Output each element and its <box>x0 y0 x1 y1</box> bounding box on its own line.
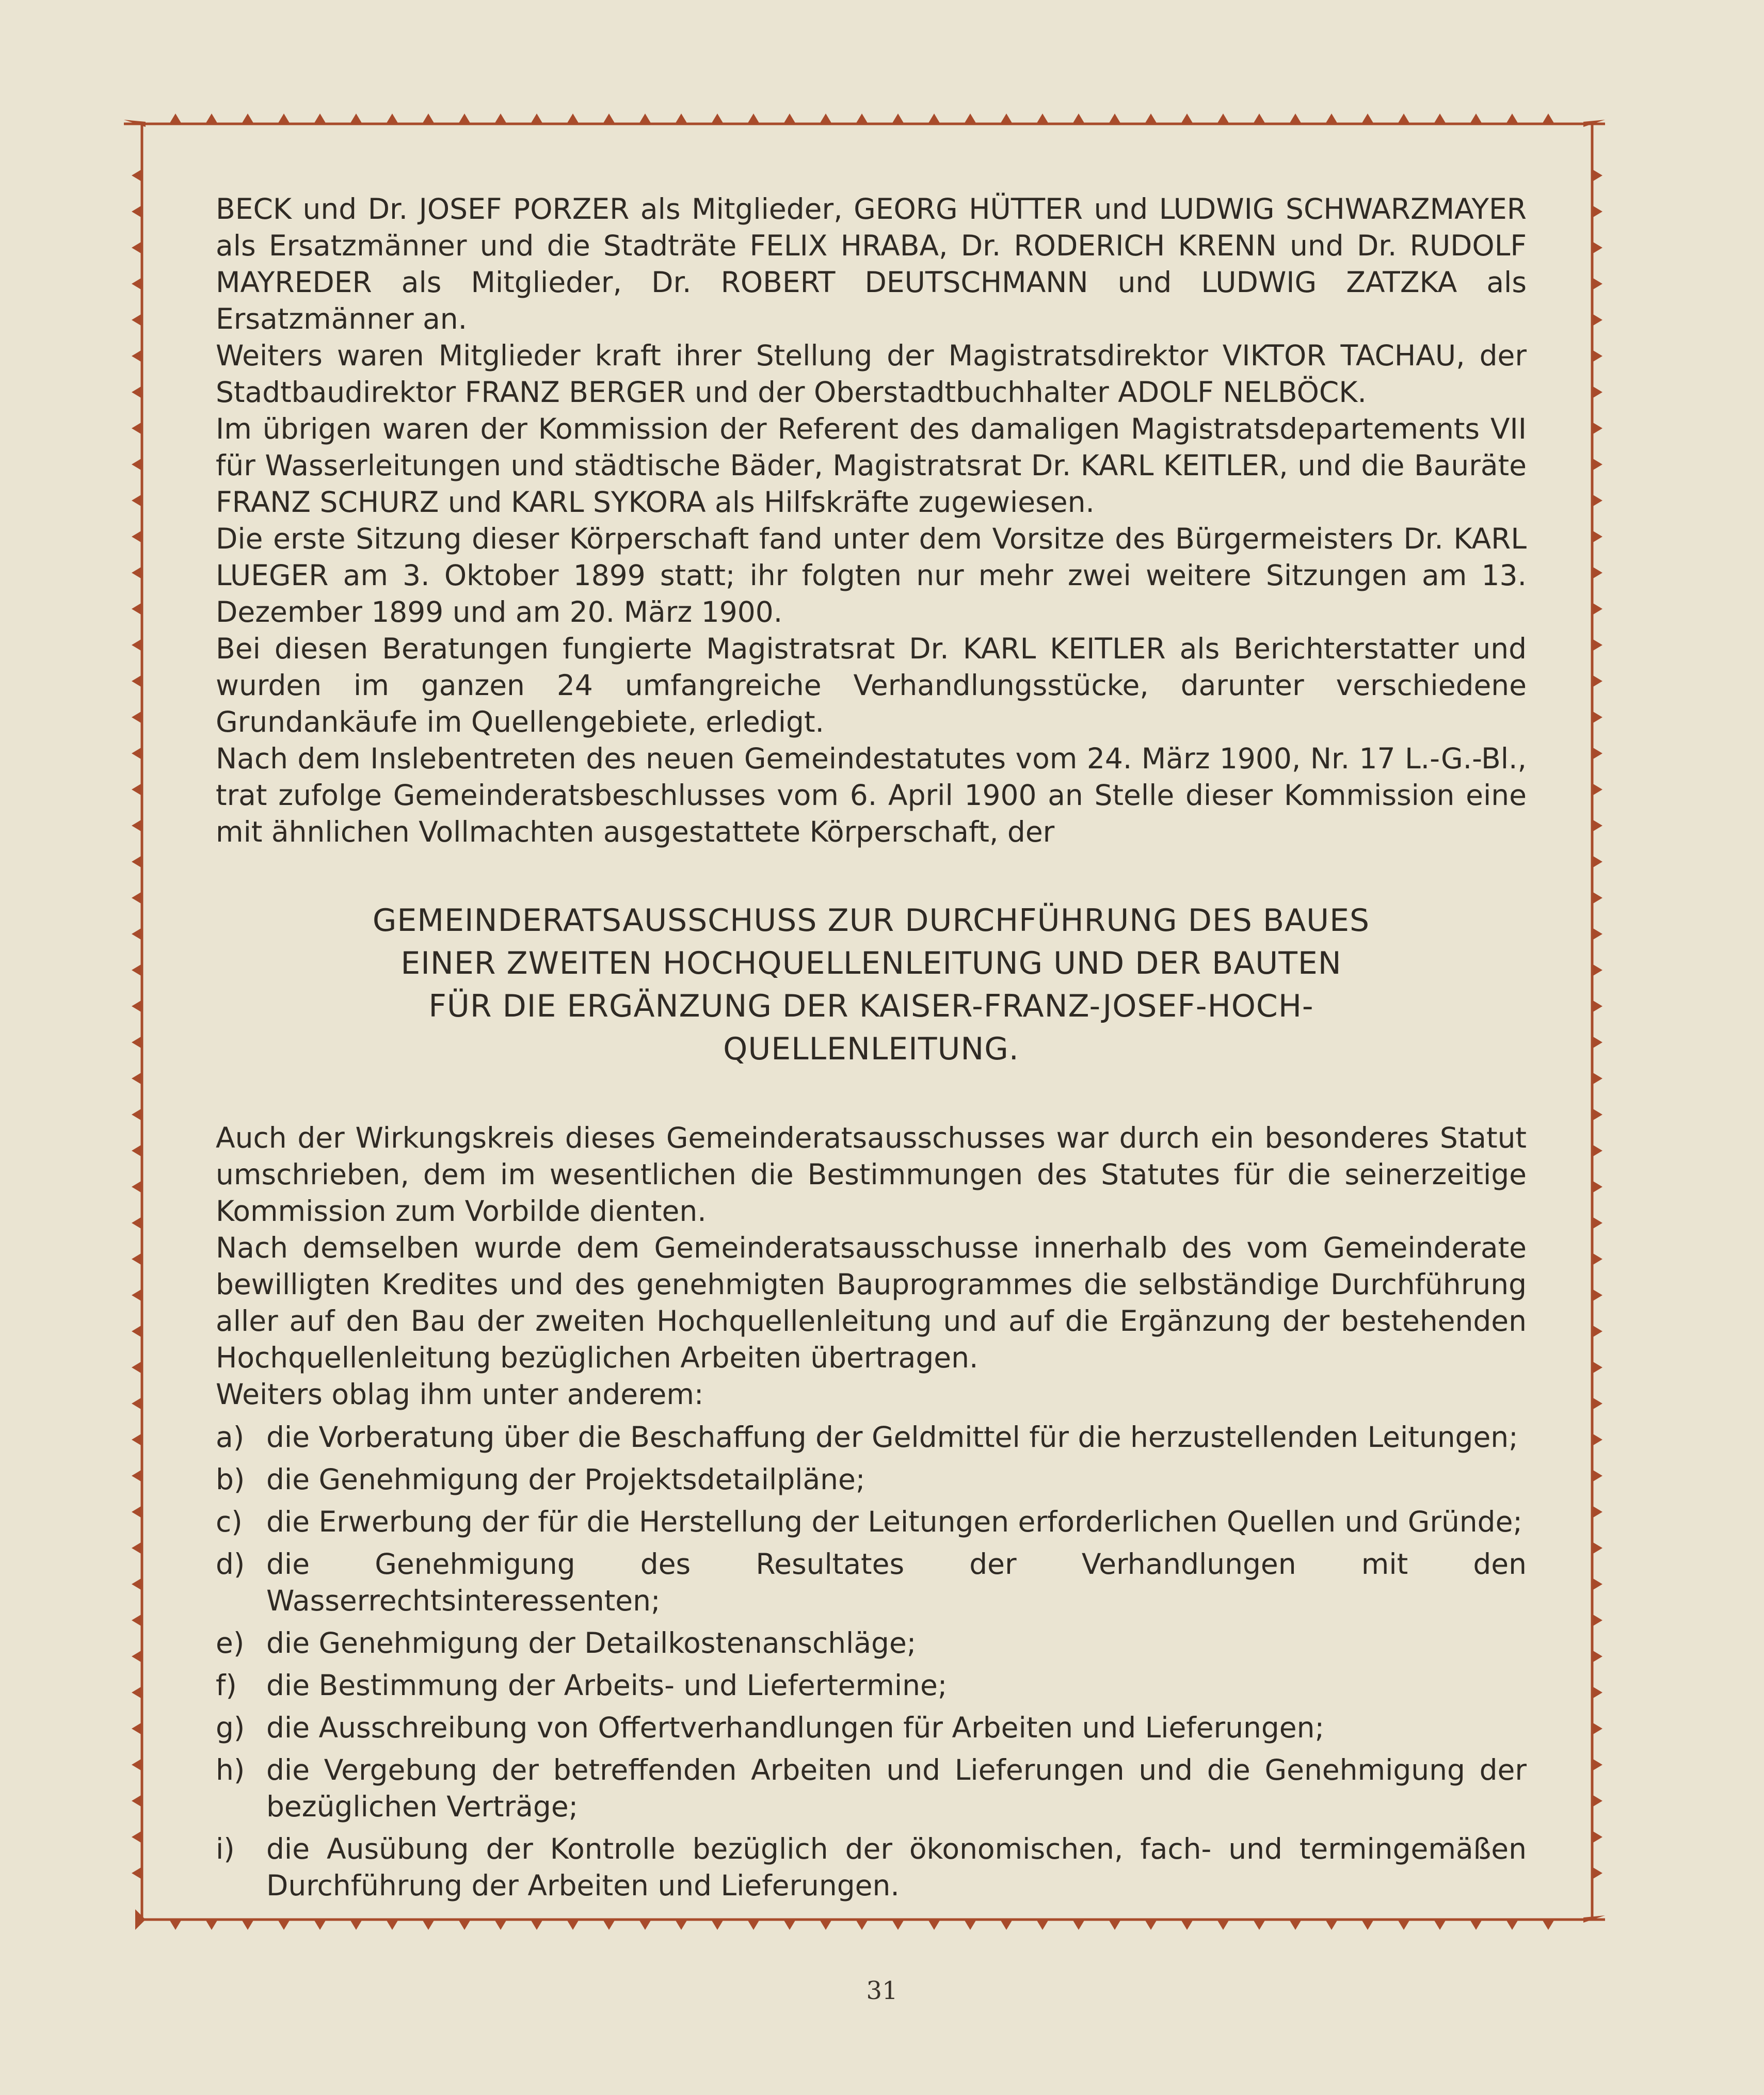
border-ornament <box>132 1506 142 1518</box>
list-item-text: die Vorberatung über die Beschaffung der Geldmittel für die herzustellenden Leitungen; <box>266 1421 1518 1454</box>
paragraph: Im übrigen waren der Kommission der Referent des damaligen Magistratsdepartements VII für Wasserleitungen und städtische Bäder, Magistratsrat Dr. KARL KEITLER, und die Bauräte FRANZ SCHURZ und KARL SYKORA als Hilfskräfte zugewiesen. <box>216 412 1527 519</box>
border-ornament <box>783 114 796 124</box>
border-ornament <box>169 1920 182 1930</box>
border-ornament <box>1592 1361 1602 1374</box>
border-ornament <box>132 205 142 218</box>
border-ornament <box>132 422 142 434</box>
border-ornament <box>1592 783 1602 796</box>
border-ornament <box>1506 114 1518 124</box>
border-ornament <box>132 639 142 651</box>
paragraph: Die erste Sitzung dieser Körperschaft fand unter dem Vorsitze des Bürgermeisters Dr. KARL LUEGER am 3. Oktober 1899 statt; ihr folgten nur mehr zwei weitere Sitzungen am 13. Dezember 1899 und am 20. März 1900. <box>216 522 1527 628</box>
border-ornament <box>892 114 904 124</box>
border-ornament <box>132 241 142 254</box>
border-ornament <box>1253 114 1265 124</box>
border-ornament <box>1109 1920 1121 1930</box>
border-ornament <box>422 114 435 124</box>
border-ornament <box>132 1831 142 1843</box>
border-ornament <box>132 747 142 760</box>
border-ornament <box>278 1920 290 1930</box>
border-ornament <box>169 114 182 124</box>
border-ornament <box>132 1036 142 1049</box>
border-ornament <box>567 114 579 124</box>
border-ornament <box>1592 458 1602 471</box>
border-ornament <box>1325 1920 1338 1930</box>
border-ornament <box>132 1433 142 1446</box>
border-ornament <box>1592 747 1602 760</box>
border-ornament <box>1434 114 1446 124</box>
border-ornament <box>1592 964 1602 976</box>
list-item-text: die Ausschreibung von Offertverhandlungen für Arbeiten und Lieferungen; <box>266 1711 1325 1744</box>
border-ornament <box>1592 278 1602 290</box>
border-ornament <box>386 114 398 124</box>
border-ornament <box>132 603 142 615</box>
border-ornament <box>132 964 142 976</box>
paragraph: Weiters waren Mitglieder kraft ihrer Stellung der Magistratsdirektor VIKTOR TACHAU, der Stadtbaudirektor FRANZ BERGER und der Oberstadtbuchhalter ADOLF NELBÖCK. <box>216 339 1527 409</box>
border-ornament <box>314 1920 326 1930</box>
border-ornament <box>1592 1108 1602 1121</box>
border-ornament <box>132 567 142 579</box>
border-ornament <box>1000 114 1013 124</box>
list-item <box>216 1831 1527 1904</box>
paragraph: Bei diesen Beratungen fungierte Magistratsrat Dr. KARL KEITLER als Berichterstatter und wurden im ganzen 24 umfangreiche Verhandlungsstücke, darunter verschiedene Grundankäufe im Quellengebiete, erledigt. <box>216 632 1527 738</box>
border-ornament <box>1542 114 1554 124</box>
border-ornament <box>205 1920 218 1930</box>
border-ornament <box>458 114 471 124</box>
duties-list <box>216 1419 1527 1904</box>
border-ornament <box>1361 1920 1374 1930</box>
border-ornament <box>1217 114 1229 124</box>
border-ornament <box>675 1920 687 1930</box>
border-ornament <box>783 1920 796 1930</box>
border-ornament <box>135 1909 146 1930</box>
border-ornament <box>458 1920 471 1930</box>
border-ornament <box>132 1614 142 1626</box>
border-ornament <box>1470 1920 1482 1930</box>
border-ornament <box>639 114 651 124</box>
border-ornament <box>1592 1614 1602 1626</box>
border-ornament <box>1145 1920 1157 1930</box>
border-ornament <box>132 1722 142 1735</box>
border-ornament <box>1592 639 1602 651</box>
border-ornament <box>1592 1831 1602 1843</box>
list-item-label: g) <box>216 1711 245 1744</box>
border-ornament <box>1592 1542 1602 1554</box>
border-ornament <box>928 1920 940 1930</box>
border-ornament <box>531 114 543 124</box>
border-ornament <box>1592 567 1602 579</box>
border-ornament <box>711 114 724 124</box>
border-ornament <box>1592 1325 1602 1337</box>
border-ornament <box>1109 114 1121 124</box>
border-ornament <box>1592 1217 1602 1229</box>
border-ornament <box>1592 1470 1602 1482</box>
heading-line: FÜR DIE ERGÄNZUNG DER KAISER-FRANZ-JOSEF-HOCH- <box>428 988 1314 1024</box>
border-ornament <box>314 114 326 124</box>
page-number: 31 <box>866 1976 898 2005</box>
border-ornament <box>1542 1920 1554 1930</box>
border-ornament <box>1592 1289 1602 1301</box>
border-ornament <box>132 1181 142 1193</box>
border-ornament <box>1592 819 1602 832</box>
border-ornament <box>132 1108 142 1121</box>
border-ornament <box>820 1920 832 1930</box>
border-ornament <box>422 1920 435 1930</box>
border-ornament <box>132 530 142 543</box>
heading-line: QUELLENLEITUNG. <box>723 1031 1019 1067</box>
border-ornament <box>1592 1253 1602 1265</box>
border-ornament <box>1181 114 1193 124</box>
border-ornament <box>132 1145 142 1157</box>
border-ornament <box>132 1542 142 1554</box>
list-item-text: die Genehmigung der Detailkostenanschläge; <box>266 1626 917 1659</box>
border-ornament <box>132 783 142 796</box>
list-item <box>216 1546 1527 1619</box>
border-ornament <box>1592 1795 1602 1807</box>
border-ornament <box>278 114 290 124</box>
border-ornament <box>1592 1000 1602 1012</box>
border-ornament <box>242 114 254 124</box>
border-ornament <box>856 114 868 124</box>
list-item <box>216 1461 1527 1498</box>
border-ornament <box>1592 711 1602 723</box>
border-ornament <box>242 1920 254 1930</box>
border-ornament <box>603 114 615 124</box>
border-ornament <box>132 458 142 471</box>
list-item <box>216 1710 1527 1746</box>
list-item <box>216 1419 1527 1456</box>
paragraph: Nach dem Inslebentreten des neuen Gemeindestatutes vom 24. März 1900, Nr. 17 L.-G.-Bl., trat zufolge Gemeinderatsbeschlusses vom 6. April 1900 an Stelle dieser Kommission eine mit ähnlichen Vollmachten ausgestattete Körperschaft, der <box>216 742 1527 848</box>
heading-line: GEMEINDERATSAUSSCHUSS ZUR DURCHFÜHRUNG DES BAUES <box>372 903 1370 939</box>
list-item-label: h) <box>216 1753 245 1786</box>
border-ornament <box>1592 494 1602 507</box>
border-ornament <box>132 711 142 723</box>
border-ornament <box>567 1920 579 1930</box>
border-ornament <box>1036 114 1049 124</box>
list-item-label: d) <box>216 1548 245 1581</box>
border-ornament <box>132 1253 142 1265</box>
border-ornament <box>1592 1433 1602 1446</box>
border-ornament <box>1506 1920 1518 1930</box>
border-ornament <box>1145 114 1157 124</box>
border-ornament <box>1181 1920 1193 1930</box>
border-ornament <box>132 819 142 832</box>
border-ornament <box>1325 114 1338 124</box>
border-ornament <box>132 1000 142 1012</box>
border-ornament <box>494 114 507 124</box>
border-ornament <box>928 114 940 124</box>
border-ornament <box>132 1397 142 1410</box>
border-ornament <box>350 114 362 124</box>
border-ornament <box>1434 1920 1446 1930</box>
border-ornament <box>1072 114 1085 124</box>
border-ornament <box>1592 422 1602 434</box>
border-ornament <box>132 1867 142 1879</box>
border-ornament <box>132 1795 142 1807</box>
border-ornament <box>1289 114 1302 124</box>
border-ornament <box>132 1217 142 1229</box>
border-ornament <box>1592 1397 1602 1410</box>
border-ornament <box>1592 928 1602 940</box>
list-item <box>216 1667 1527 1704</box>
border-ornament <box>132 494 142 507</box>
border-ornament <box>132 278 142 290</box>
list-item-text: die Genehmigung der Projektsdetailpläne; <box>266 1463 865 1496</box>
section-heading <box>216 899 1527 1071</box>
border-ornament <box>132 1072 142 1085</box>
border-ornament <box>132 169 142 182</box>
border-ornament <box>964 1920 976 1930</box>
border-ornament <box>1592 241 1602 254</box>
border-ornament <box>892 1920 904 1930</box>
border-ornament <box>1592 1578 1602 1590</box>
border-ornament <box>1592 1650 1602 1663</box>
border-ornament <box>132 1686 142 1699</box>
paragraph: Auch der Wirkungskreis dieses Gemeinderatsausschusses war durch ein besonderes Statut umschrieben, dem im wesentlichen die Bestimmungen des Statutes für die seinerzeitige Kommission zum Vorbilde dienten. <box>216 1121 1527 1228</box>
border-ornament <box>1592 169 1602 182</box>
border-ornament <box>1072 1920 1085 1930</box>
list-item-label: b) <box>216 1463 245 1496</box>
border-ornament <box>711 1920 724 1930</box>
border-ornament <box>603 1920 615 1930</box>
border-ornament <box>1592 1506 1602 1518</box>
border-ornament <box>820 114 832 124</box>
border-ornament <box>1361 114 1374 124</box>
border-ornament <box>747 114 760 124</box>
border-ornament <box>675 114 687 124</box>
paragraph: BECK und Dr. JOSEF PORZER als Mitglieder, GEORG HÜTTER und LUDWIG SCHWARZMAYER als Ersatzmänner und die Stadträte FELIX HRABA, Dr. RODERICH KRENN und Dr. RUDOLF MAYREDER als Mitglieder, Dr. ROBERT DEUTSCHMANN und LUDWIG ZATZKA als Ersatzmänner an. <box>216 192 1527 335</box>
list-item-label: c) <box>216 1505 243 1538</box>
border-ornament <box>1592 856 1602 868</box>
heading-line: EINER ZWEITEN HOCHQUELLENLEITUNG UND DER BAUTEN <box>400 945 1342 981</box>
border-ornament <box>1398 114 1410 124</box>
border-ornament <box>1592 530 1602 543</box>
border-ornament <box>1592 1686 1602 1699</box>
page-body <box>216 191 1527 1910</box>
border-ornament <box>132 1470 142 1482</box>
border-ornament <box>1036 1920 1049 1930</box>
border-ornament <box>1217 1920 1229 1930</box>
border-ornament <box>132 1759 142 1771</box>
list-item <box>216 1504 1527 1540</box>
border-ornament <box>132 675 142 687</box>
border-ornament <box>132 350 142 362</box>
border-ornament <box>1592 1181 1602 1193</box>
border-ornament <box>1592 1145 1602 1157</box>
border-ornament <box>386 1920 398 1930</box>
border-ornament <box>1592 1867 1602 1879</box>
border-ornament <box>1398 1920 1410 1930</box>
list-item-label: i) <box>216 1832 235 1865</box>
border-ornament <box>1592 675 1602 687</box>
border-ornament <box>1000 1920 1013 1930</box>
border-ornament <box>132 856 142 868</box>
list-item <box>216 1752 1527 1825</box>
border-ornament <box>132 892 142 904</box>
list-item-text: die Ausübung der Kontrolle bezüglich der ökonomischen, fach- und termingemäßen Durchführung der Arbeiten und Lieferungen. <box>266 1832 1527 1902</box>
border-ornament <box>531 1920 543 1930</box>
list-item-text: die Genehmigung des Resultates der Verhandlungen mit den Wasserrechtsinteressenten; <box>266 1548 1527 1617</box>
list-item-text: die Vergebung der betreffenden Arbeiten und Lieferungen und die Genehmigung der bezüglichen Verträge; <box>266 1753 1527 1823</box>
border-ornament <box>132 314 142 326</box>
list-item-label: e) <box>216 1626 245 1659</box>
border-ornament <box>132 1578 142 1590</box>
border-ornament <box>1470 114 1482 124</box>
border-ornament <box>205 114 218 124</box>
border-ornament <box>747 1920 760 1930</box>
border-ornament <box>132 1650 142 1663</box>
border-ornament <box>639 1920 651 1930</box>
border-ornament <box>964 114 976 124</box>
border-ornament <box>132 928 142 940</box>
border-ornament <box>1592 314 1602 326</box>
border-ornament <box>132 1325 142 1337</box>
list-item-label: f) <box>216 1669 237 1702</box>
border-ornament <box>856 1920 868 1930</box>
border-ornament <box>1592 603 1602 615</box>
border-ornament <box>1592 1722 1602 1735</box>
border-ornament <box>1253 1920 1265 1930</box>
border-ornament <box>132 1361 142 1374</box>
border-ornament <box>1592 892 1602 904</box>
list-item-text: die Bestimmung der Arbeits- und Liefertermine; <box>266 1669 948 1702</box>
list-item-text: die Erwerbung der für die Herstellung der Leitungen erforderlichen Quellen und Gründe; <box>266 1505 1522 1538</box>
border-ornament <box>1592 205 1602 218</box>
border-ornament <box>494 1920 507 1930</box>
border-ornament <box>1289 1920 1302 1930</box>
border-ornament <box>350 1920 362 1930</box>
paragraph: Nach demselben wurde dem Gemeinderatsausschusse innerhalb des vom Gemeinderate bewilligten Kredites und des genehmigten Bauprogrammes die selbständige Durchführung aller auf den Bau der zweiten Hochquellenleitung und auf die Ergänzung der bestehenden Hochquellenleitung bezüglichen Arbeiten übertragen. <box>216 1231 1527 1374</box>
border-ornament <box>1592 1759 1602 1771</box>
border-ornament <box>132 386 142 398</box>
border-ornament <box>1592 350 1602 362</box>
border-ornament <box>1592 1072 1602 1085</box>
list-item <box>216 1625 1527 1662</box>
border-ornament <box>132 1289 142 1301</box>
border-ornament <box>1592 386 1602 398</box>
paragraph: Weiters oblag ihm unter anderem: <box>216 1378 704 1411</box>
border-ornament <box>1592 1036 1602 1049</box>
list-item-label: a) <box>216 1421 245 1454</box>
